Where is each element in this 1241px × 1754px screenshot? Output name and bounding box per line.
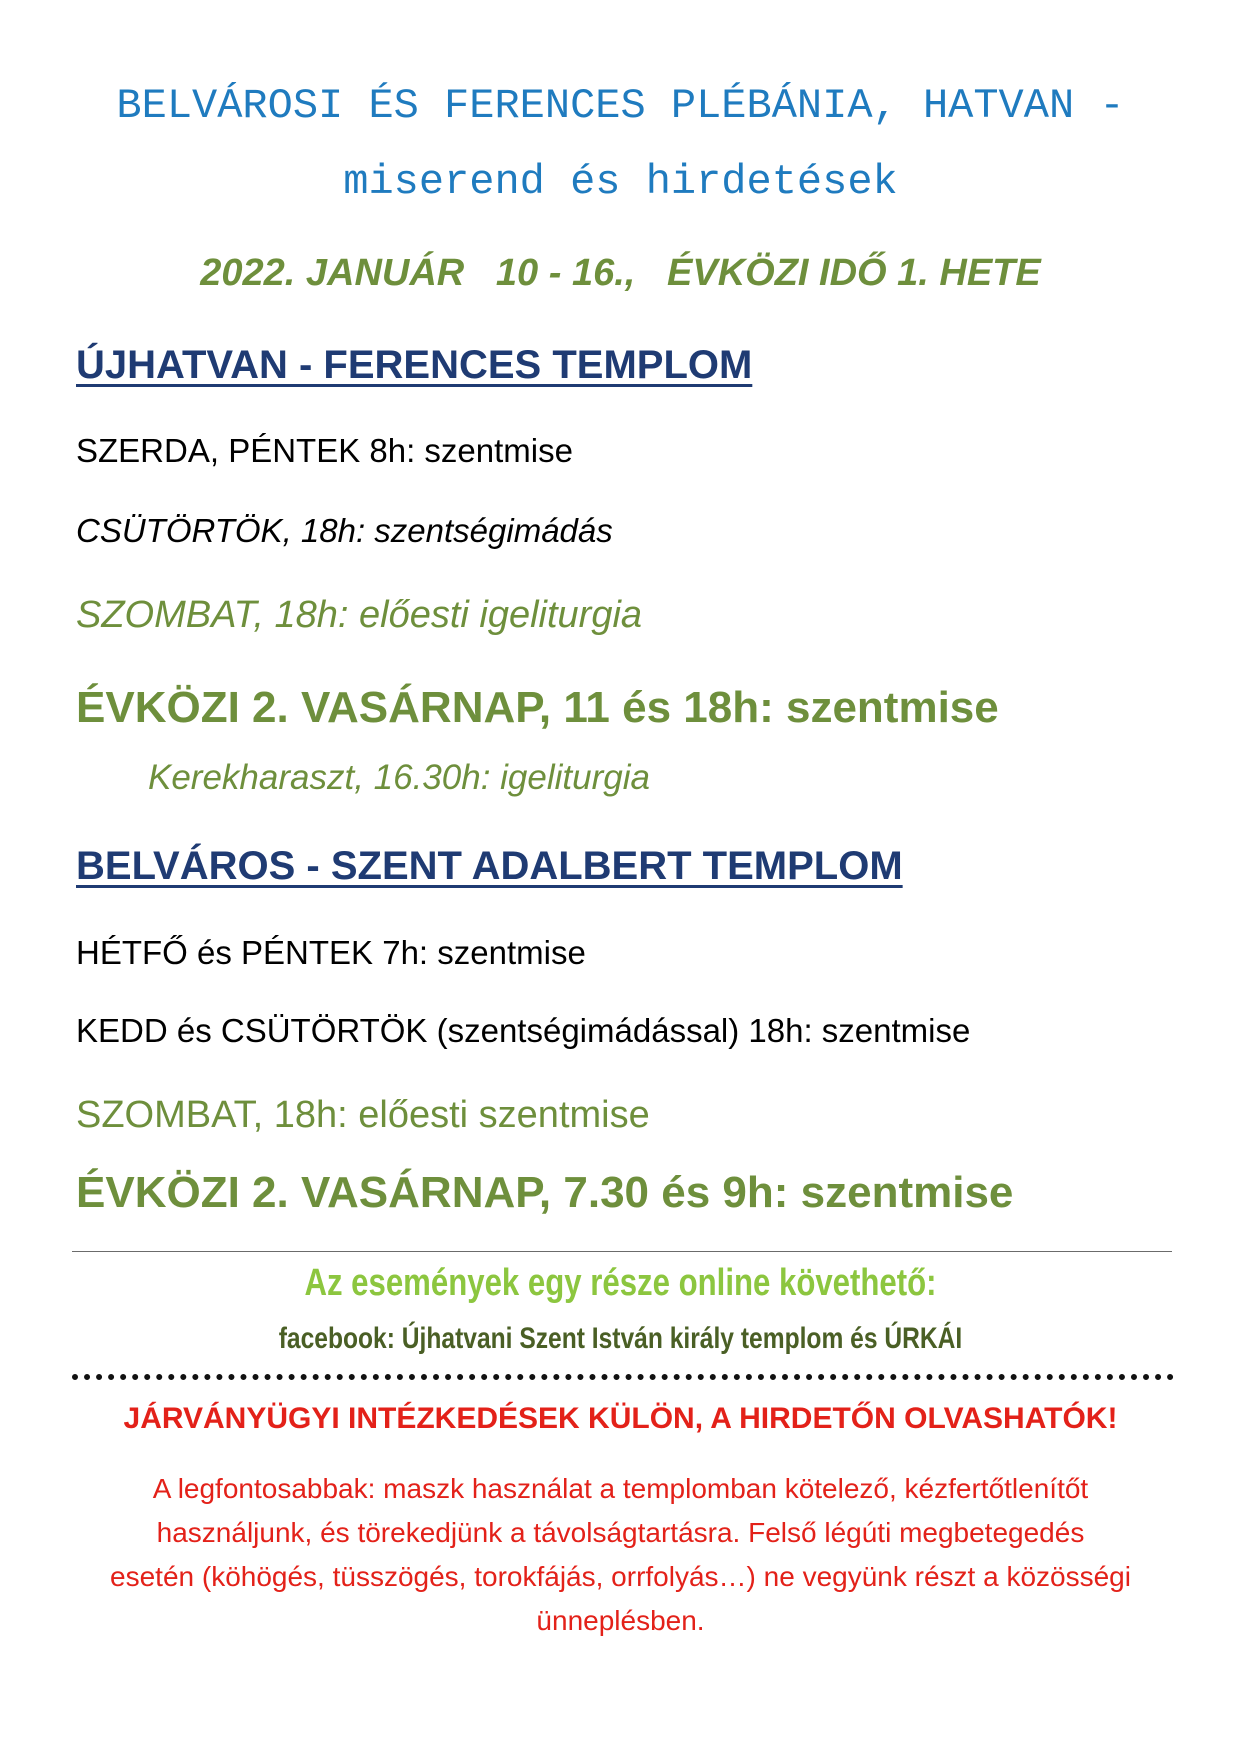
epidemic-warning: JÁRVÁNYÜGYI INTÉZKEDÉSEK KÜLÖN, A HIRDETŐN OLVASHATÓK! bbox=[123, 1402, 1118, 1435]
facebook-line: facebook: Újhatvani Szent István király templom és ÚRKÁI bbox=[278, 1322, 963, 1355]
epidemic-notes bbox=[60, 1467, 1181, 1643]
belvaros-mon-fri: HÉTFŐ és PÉNTEK 7h: szentmise bbox=[76, 934, 586, 971]
belvaros-heading: BELVÁROS - SZENT ADALBERT TEMPLOM bbox=[76, 844, 903, 888]
ujhatvan-sunday: ÉVKÖZI 2. VASÁRNAP, 11 és 18h: szentmise bbox=[76, 683, 999, 732]
notes-line-3: esetén (köhögés, tüsszögés, torokfájás, orrfolyás…) ne vegyünk részt a közösségi bbox=[110, 1561, 1131, 1592]
week-date-line: 2022. JANUÁR 10 - 16., ÉVKÖZI IDŐ 1. HETE bbox=[200, 252, 1041, 294]
ujhatvan-heading: ÚJHATVAN - FERENCES TEMPLOM bbox=[76, 343, 753, 387]
notes-line-1: A legfontosabbak: maszk használat a templomban kötelező, kézfertőtlenítőt bbox=[152, 1473, 1089, 1504]
ujhatvan-saturday: SZOMBAT, 18h: előesti igeliturgia bbox=[76, 594, 643, 636]
ujhatvan-thursday: CSÜTÖRTÖK, 18h: szentségimádás bbox=[76, 512, 613, 549]
belvaros-saturday: SZOMBAT, 18h: előesti szentmise bbox=[76, 1094, 650, 1136]
online-headline: Az események egy része online követhető: bbox=[304, 1262, 937, 1304]
divider-line bbox=[72, 1251, 1172, 1252]
parish-title: BELVÁROSI ÉS FERENCES PLÉBÁNIA, HATVAN - bbox=[116, 82, 1125, 130]
notes-line-4: ünneplésben. bbox=[536, 1605, 705, 1636]
kerekharaszt-line: Kerekharaszt, 16.30h: igeliturgia bbox=[148, 758, 650, 797]
notes-line-2: használjunk, és törekedjünk a távolságtartásra. Felső légúti megbetegedés bbox=[156, 1517, 1085, 1548]
parish-subtitle: miserend és hirdetések bbox=[343, 158, 898, 206]
belvaros-sunday: ÉVKÖZI 2. VASÁRNAP, 7.30 és 9h: szentmise bbox=[76, 1168, 1014, 1217]
ujhatvan-wed-fri: SZERDA, PÉNTEK 8h: szentmise bbox=[76, 432, 573, 469]
belvaros-tue-thu: KEDD és CSÜTÖRTÖK (szentségimádással) 18h: szentmise bbox=[76, 1012, 971, 1049]
dotted-divider bbox=[72, 1374, 1174, 1380]
